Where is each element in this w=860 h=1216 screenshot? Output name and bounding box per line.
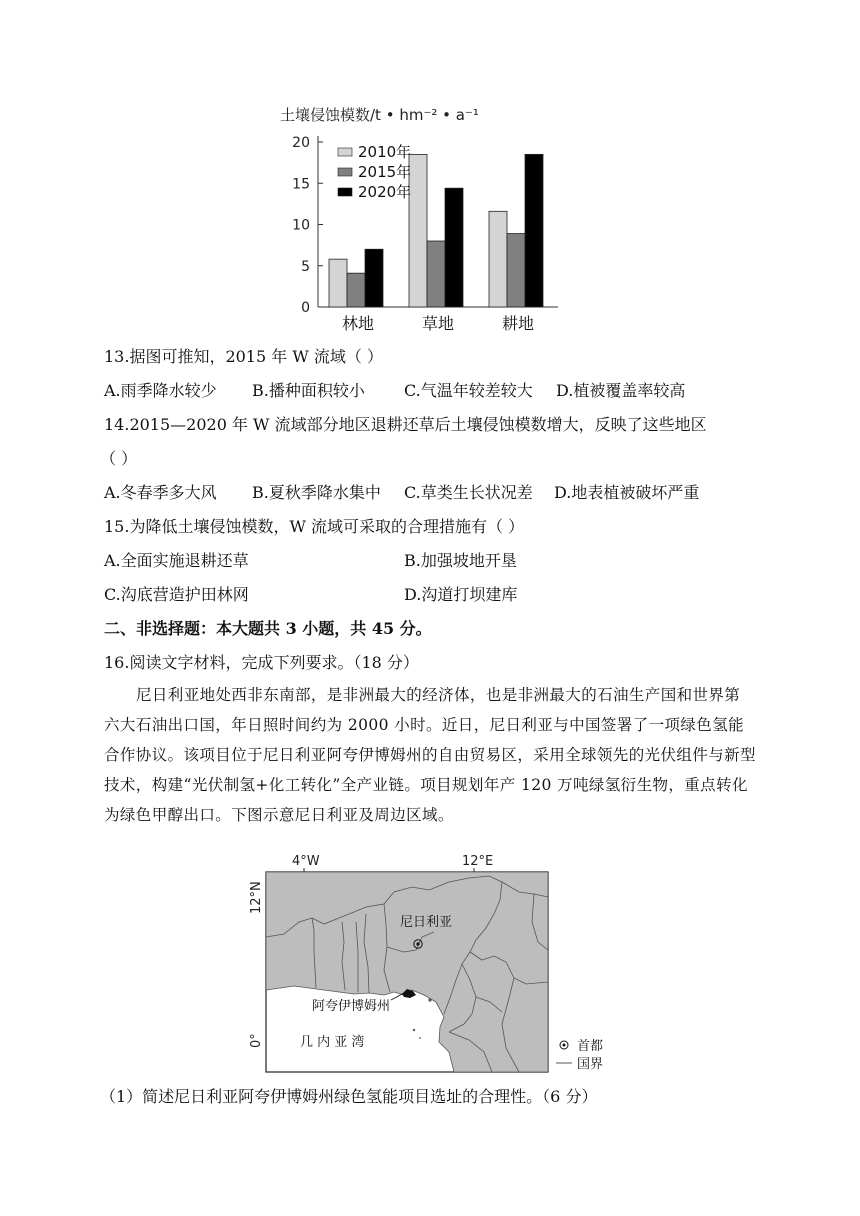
gulf-of-guinea-label: 几 内 亚 湾 — [300, 1035, 365, 1050]
q14-option-a[interactable]: A.冬春季多大风 — [104, 483, 217, 502]
chart-y-tick-label: 20 — [292, 135, 310, 151]
chart-legend-swatch — [338, 188, 352, 196]
chart-bar — [445, 188, 463, 307]
chart-legend-label: 2020年 — [358, 183, 412, 201]
nigeria-label: 尼日利亚 — [400, 915, 453, 930]
q16-stem: 16.阅读文字材料，完成下列要求。（18 分） — [104, 653, 419, 672]
chart-bar — [409, 154, 427, 307]
q15-stem: 15.为降低土壤侵蚀模数，W 流域可采取的合理措施有（ ） — [104, 517, 525, 536]
q16-subquestion-1: （1）简述尼日利亚阿夸伊博姆州绿色氢能项目选址的合理性。（6 分） — [100, 1087, 598, 1106]
q15-option-d[interactable]: D.沟道打坝建库 — [404, 585, 518, 604]
q16-material-text: 尼日利亚地处西非东南部，是非洲最大的经济体，也是非洲最大的石油生产国和世界第六大石油出口国，年日照时间约为 2000 小时。近日，尼日利亚与中国签署了一项绿色氢能合作协议。该项目位于尼日利亚阿夸伊博姆州的自由贸易区，采用全球领先的光伏组件与新型技术，构建“光伏制氢+化工转化”全产业链。项目规划年产 120 万吨绿氢衍生物，重点转化为绿色甲醇出口。下图示意尼日利亚及周边区域。 — [104, 686, 756, 824]
capital-dot — [416, 942, 419, 945]
q15-option-b[interactable]: B.加强坡地开垦 — [404, 551, 517, 570]
lon-label-4w: 4°W — [292, 854, 320, 869]
chart-legend-swatch — [338, 168, 352, 176]
nigeria-region-map — [244, 852, 644, 1080]
map-svg — [244, 852, 644, 1080]
chart-legend-label: 2010年 — [358, 143, 412, 161]
q14-stem-line1: 14.2015—2020 年 W 流域部分地区退耕还草后土壤侵蚀模数增大，反映了这些地区 — [104, 415, 707, 434]
q15-option-c[interactable]: C.沟底营造护田林网 — [104, 585, 249, 604]
chart-bar — [329, 259, 347, 307]
chart-y-tick-label: 5 — [301, 258, 310, 275]
island-bioko — [428, 998, 431, 1001]
q14-option-d[interactable]: D.地表植被破坏严重 — [554, 483, 700, 502]
legend-capital-dot — [563, 1044, 566, 1047]
island-sao-tome — [413, 1029, 415, 1031]
chart-bar — [525, 154, 543, 307]
lon-label-12e: 12°E — [462, 854, 494, 869]
chart-y-axis-label: 土壤侵蚀模数/t • hm⁻² • a⁻¹ — [280, 106, 479, 124]
chart-category-label: 耕地 — [501, 314, 535, 333]
lat-label-12n: 12°N — [249, 881, 264, 914]
chart-legend-swatch — [338, 148, 352, 156]
chart-y-tick-label: 15 — [292, 176, 310, 193]
q14-stem-line2: （ ） — [100, 449, 138, 468]
legend-capital-label: 首都 — [577, 1039, 604, 1054]
q16-material — [104, 680, 756, 830]
lat-label-0: 0° — [249, 1033, 264, 1048]
legend-border-label: 国界 — [577, 1057, 604, 1072]
soil-erosion-chart — [270, 98, 590, 348]
q13-option-a[interactable]: A.雨季降水较少 — [104, 381, 217, 400]
chart-bar — [507, 234, 525, 307]
q13-option-b[interactable]: B.播种面积较小 — [252, 381, 365, 400]
q13-option-d[interactable]: D.植被覆盖率较高 — [556, 381, 686, 400]
chart-legend-label: 2015年 — [358, 163, 412, 181]
chart-bar — [427, 241, 445, 307]
q15-option-a[interactable]: A.全面实施退耕还草 — [104, 551, 249, 570]
chart-category-label: 草地 — [421, 314, 455, 333]
chart-bar — [489, 211, 507, 307]
section-two-heading: 二、非选择题：本大题共 3 小题，共 45 分。 — [104, 619, 432, 638]
chart-category-label: 林地 — [341, 314, 375, 333]
q13-stem: 13.据图可推知，2015 年 W 流域（ ） — [104, 347, 383, 366]
chart-y-tick-label: 10 — [292, 217, 310, 234]
q14-option-b[interactable]: B.夏秋季降水集中 — [252, 483, 381, 502]
chart-bar — [365, 249, 383, 307]
bar-chart-svg — [270, 98, 590, 348]
island-principe — [419, 1037, 421, 1039]
akwa-ibom-label: 阿夸伊博姆州 — [312, 999, 391, 1014]
chart-bar — [347, 273, 365, 307]
q13-option-c[interactable]: C.气温年较差较大 — [404, 381, 533, 400]
chart-y-tick-label: 0 — [301, 300, 310, 316]
q14-option-c[interactable]: C.草类生长状况差 — [404, 483, 533, 502]
